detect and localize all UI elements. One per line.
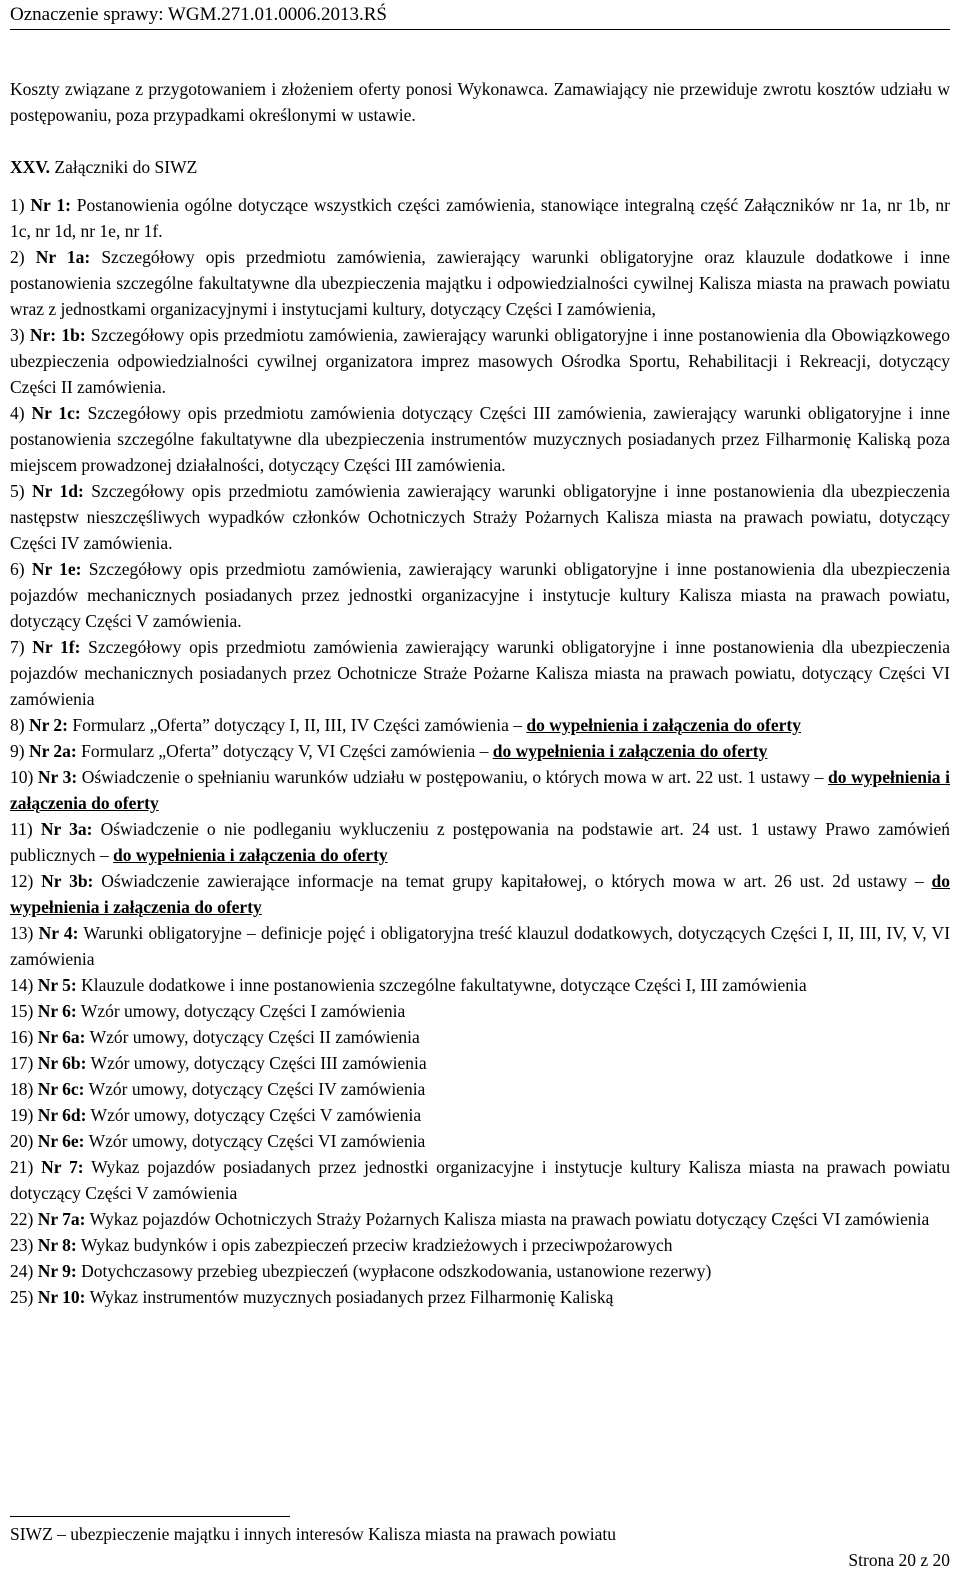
item-number: 19): [10, 1105, 34, 1125]
item-number: 23): [10, 1235, 34, 1255]
item-label: Nr 8:: [37, 1235, 77, 1255]
item-text: Warunki obligatoryjne – definicje pojęć i obligatoryjna treść klauzul dodatkowych, dotyczących Części I, II, III, IV, V, VI zamówienia: [10, 923, 951, 969]
list-item: [10, 556, 950, 634]
page-number: Strona 20 z 20: [848, 1550, 950, 1570]
section-heading: [10, 154, 950, 180]
item-label: Nr 6e:: [37, 1131, 85, 1151]
item-label: Nr 1:: [30, 195, 71, 215]
list-item: [10, 920, 950, 972]
item-label: Nr 6a:: [37, 1027, 86, 1047]
item-label: Nr 3a:: [40, 819, 93, 839]
item-text: Wykaz budynków i opis zabezpieczeń przeciw kradzieżowych i przeciwpożarowych: [80, 1235, 673, 1255]
item-text: Szczegółowy opis przedmiotu zamówienia, zawierający warunki obligatoryjne oraz klauzule dodatkowe i inne postanowienia szczególne fakultatywne dla ubezpieczenia majątku i odpowiedzialności cywilnej Kalisza miasta na prawach powiatu wraz z jednostkami organizacyjnymi i instytucjami kultury, dotyczący Części I zamówienia,: [10, 247, 950, 319]
item-number: 25): [10, 1287, 34, 1307]
header-divider: [10, 29, 950, 30]
item-text: Wzór umowy, dotyczący Części I zamówienia: [80, 1001, 406, 1021]
item-text: Formularz „Oferta” dotyczący V, VI Części zamówienia –: [81, 741, 489, 761]
item-number: 4): [10, 403, 25, 423]
item-text: Wykaz pojazdów Ochotniczych Straży Pożarnych Kalisza miasta na prawach powiatu dotyczący Części VI zamówienia: [89, 1209, 930, 1229]
item-number: 1): [10, 195, 25, 215]
item-text: Szczegółowy opis przedmiotu zamówienia, zawierający warunki obligatoryjne i inne postanowienia dla Obowiązkowego ubezpieczenia odpowiedzialności cywilnej organizatora imprez masowych Ośrodka Sportu, Rehabilitacji i Rekreacji, dotyczący Części II zamówienia.: [10, 325, 951, 397]
item-number: 7): [10, 637, 25, 657]
item-text: Wzór umowy, dotyczący Części II zamówienia: [89, 1027, 420, 1047]
item-number: 11): [10, 819, 33, 839]
list-item: [10, 478, 950, 556]
list-item: [10, 1206, 950, 1232]
item-number: 21): [10, 1157, 34, 1177]
item-text: Oświadczenie zawierające informacje na temat grupy kapitałowej, o których mowa w art. 26 ust. 2d ustawy –: [101, 871, 924, 891]
section-title: Załączniki do SIWZ: [54, 157, 198, 177]
item-label: Nr 1d:: [31, 481, 84, 501]
item-label: Nr 2a:: [28, 741, 77, 761]
item-number: 9): [10, 741, 25, 761]
item-number: 16): [10, 1027, 34, 1047]
intro-paragraph: Koszty związane z przygotowaniem i złożeniem oferty ponosi Wykonawca. Zamawiający nie przewiduje zwrotu kosztów udziału w postępowaniu, poza przypadkami określonymi w ustawie.: [10, 79, 950, 125]
item-text: Formularz „Oferta” dotyczący I, II, III, IV Części zamówienia –: [72, 715, 522, 735]
item-label: Nr 6b:: [37, 1053, 87, 1073]
item-requirement: do wypełnienia i załączenia do oferty: [492, 741, 768, 761]
item-label: Nr 1e:: [31, 559, 82, 579]
list-item: [10, 192, 950, 244]
item-text: Wzór umowy, dotyczący Części IV zamówienia: [88, 1079, 426, 1099]
list-item: [10, 816, 950, 868]
section-number: XXV.: [10, 157, 51, 177]
list-item: [10, 1154, 950, 1206]
item-requirement: do wypełnienia i załączenia do oferty: [10, 767, 951, 813]
item-label: Nr 9:: [37, 1261, 77, 1281]
item-requirement: do wypełnienia i załączenia do oferty: [526, 715, 801, 735]
item-text: Oświadczenie o nie podleganiu wykluczeniu z postępowania na podstawie art. 24 ust. 1 ustawy Prawo zamówień publicznych –: [10, 819, 951, 865]
item-label: Nr 5:: [37, 975, 77, 995]
item-number: 15): [10, 1001, 34, 1021]
item-text: Wzór umowy, dotyczący Części III zamówienia: [90, 1053, 427, 1073]
list-item: [10, 322, 950, 400]
list-item: [10, 1258, 950, 1284]
item-number: 24): [10, 1261, 34, 1281]
attachments-list: [10, 192, 950, 1310]
item-requirement: do wypełnienia i załączenia do oferty: [113, 845, 388, 865]
item-number: 20): [10, 1131, 34, 1151]
item-text: Wykaz instrumentów muzycznych posiadanych przez Filharmonię Kaliską: [89, 1287, 614, 1307]
item-requirement: do wypełnienia i załączenia do oferty: [10, 871, 951, 917]
item-text: Szczegółowy opis przedmiotu zamówienia zawierający warunki obligatoryjne i inne postanowienia dla ubezpieczenia następstw nieszczęśliwych wypadków członków Ochotniczych Straży Pożarnych Kalisza miasta na prawach powiatu, dotyczący Części IV zamówienia.: [10, 481, 951, 553]
list-item: [10, 972, 950, 998]
item-number: 12): [10, 871, 34, 891]
item-label: Nr 7:: [41, 1157, 84, 1177]
list-item: [10, 1128, 950, 1154]
item-text: Klauzule dodatkowe i inne postanowienia szczególne fakultatywne, dotyczące Części I, III zamówienia: [81, 975, 807, 995]
item-text: Wzór umowy, dotyczący Części VI zamówienia: [88, 1131, 426, 1151]
item-label: Nr 1c:: [31, 403, 81, 423]
item-number: 10): [10, 767, 34, 787]
item-label: Nr 1f:: [32, 637, 81, 657]
item-text: Oświadczenie o spełnianiu warunków udziału w postępowaniu, o których mowa w art. 22 ust. 1 ustawy –: [81, 767, 824, 787]
item-label: Nr 6:: [37, 1001, 77, 1021]
item-label: Nr 3b:: [41, 871, 94, 891]
item-number: 8): [10, 715, 25, 735]
list-item: [10, 1232, 950, 1258]
item-number: 13): [10, 923, 34, 943]
item-text: Szczegółowy opis przedmiotu zamówienia dotyczący Części III zamówienia, zawierający warunki obligatoryjne i inne postanowienia szczególne fakultatywne dla ubezpieczenia instrumentów muzycznych posiadanych przez Filharmonię Kaliską poza miejscem prowadzonej działalności, dotyczący Części III zamówienia.: [10, 403, 951, 475]
item-label: Nr 6d:: [37, 1105, 87, 1125]
list-item: [10, 634, 950, 712]
item-label: Nr 7a:: [37, 1209, 86, 1229]
case-number-header: Oznaczenie sprawy: WGM.271.01.0006.2013.RŚ: [10, 4, 387, 25]
list-item: [10, 244, 950, 322]
item-number: 2): [10, 247, 25, 267]
item-text: Wykaz pojazdów posiadanych przez jednostki organizacyjne i instytucje kultury Kalisza miasta na prawach powiatu dotyczący Części V zamówienia: [10, 1157, 951, 1203]
list-item: [10, 400, 950, 478]
list-item: [10, 1076, 950, 1102]
item-label: Nr 10:: [37, 1287, 86, 1307]
item-number: 22): [10, 1209, 34, 1229]
list-item: [10, 868, 950, 920]
item-number: 5): [10, 481, 25, 501]
item-label: Nr 6c:: [37, 1079, 85, 1099]
item-label: Nr: 1b:: [29, 325, 86, 345]
list-item: [10, 998, 950, 1024]
footer-divider: [10, 1516, 290, 1517]
item-text: Szczegółowy opis przedmiotu zamówienia, zawierający warunki obligatoryjne i inne postanowienia dla ubezpieczenia pojazdów mechanicznych posiadanych przez jednostki organizacyjne i instytucje kultury Kalisza miasta na prawach powiatu, dotyczący Części V zamówienia.: [10, 559, 951, 631]
item-label: Nr 1a:: [35, 247, 91, 267]
item-number: 14): [10, 975, 34, 995]
item-label: Nr 2:: [28, 715, 68, 735]
document-body: [10, 76, 950, 1310]
item-number: 17): [10, 1053, 34, 1073]
item-text: Szczegółowy opis przedmiotu zamówienia zawierający warunki obligatoryjne i inne postanowienia dla ubezpieczenia pojazdów mechanicznych posiadanych przez Ochotnicze Straże Pożarne Kalisza miasta na prawach powiatu, dotyczący Części VI zamówienia: [10, 637, 951, 709]
item-text: Dotychczasowy przebieg ubezpieczeń (wypłacone odszkodowania, ustanowione rezerwy): [81, 1261, 712, 1281]
item-number: 18): [10, 1079, 34, 1099]
item-number: 3): [10, 325, 25, 345]
list-item: [10, 764, 950, 816]
footer-text: SIWZ – ubezpieczenie majątku i innych interesów Kalisza miasta na prawach powiatu: [10, 1524, 616, 1544]
item-label: Nr 4:: [38, 923, 79, 943]
list-item: [10, 1050, 950, 1076]
item-text: Postanowienia ogólne dotyczące wszystkich części zamówienia, stanowiące integralną część Załączników nr 1a, nr 1b, nr 1c, nr 1d, nr 1e, nr 1f.: [10, 195, 951, 241]
item-text: Wzór umowy, dotyczący Części V zamówienia: [90, 1105, 422, 1125]
list-item: [10, 712, 950, 738]
list-item: [10, 738, 950, 764]
list-item: [10, 1102, 950, 1128]
item-number: 6): [10, 559, 25, 579]
list-item: [10, 1024, 950, 1050]
item-label: Nr 3:: [37, 767, 78, 787]
list-item: [10, 1284, 950, 1310]
